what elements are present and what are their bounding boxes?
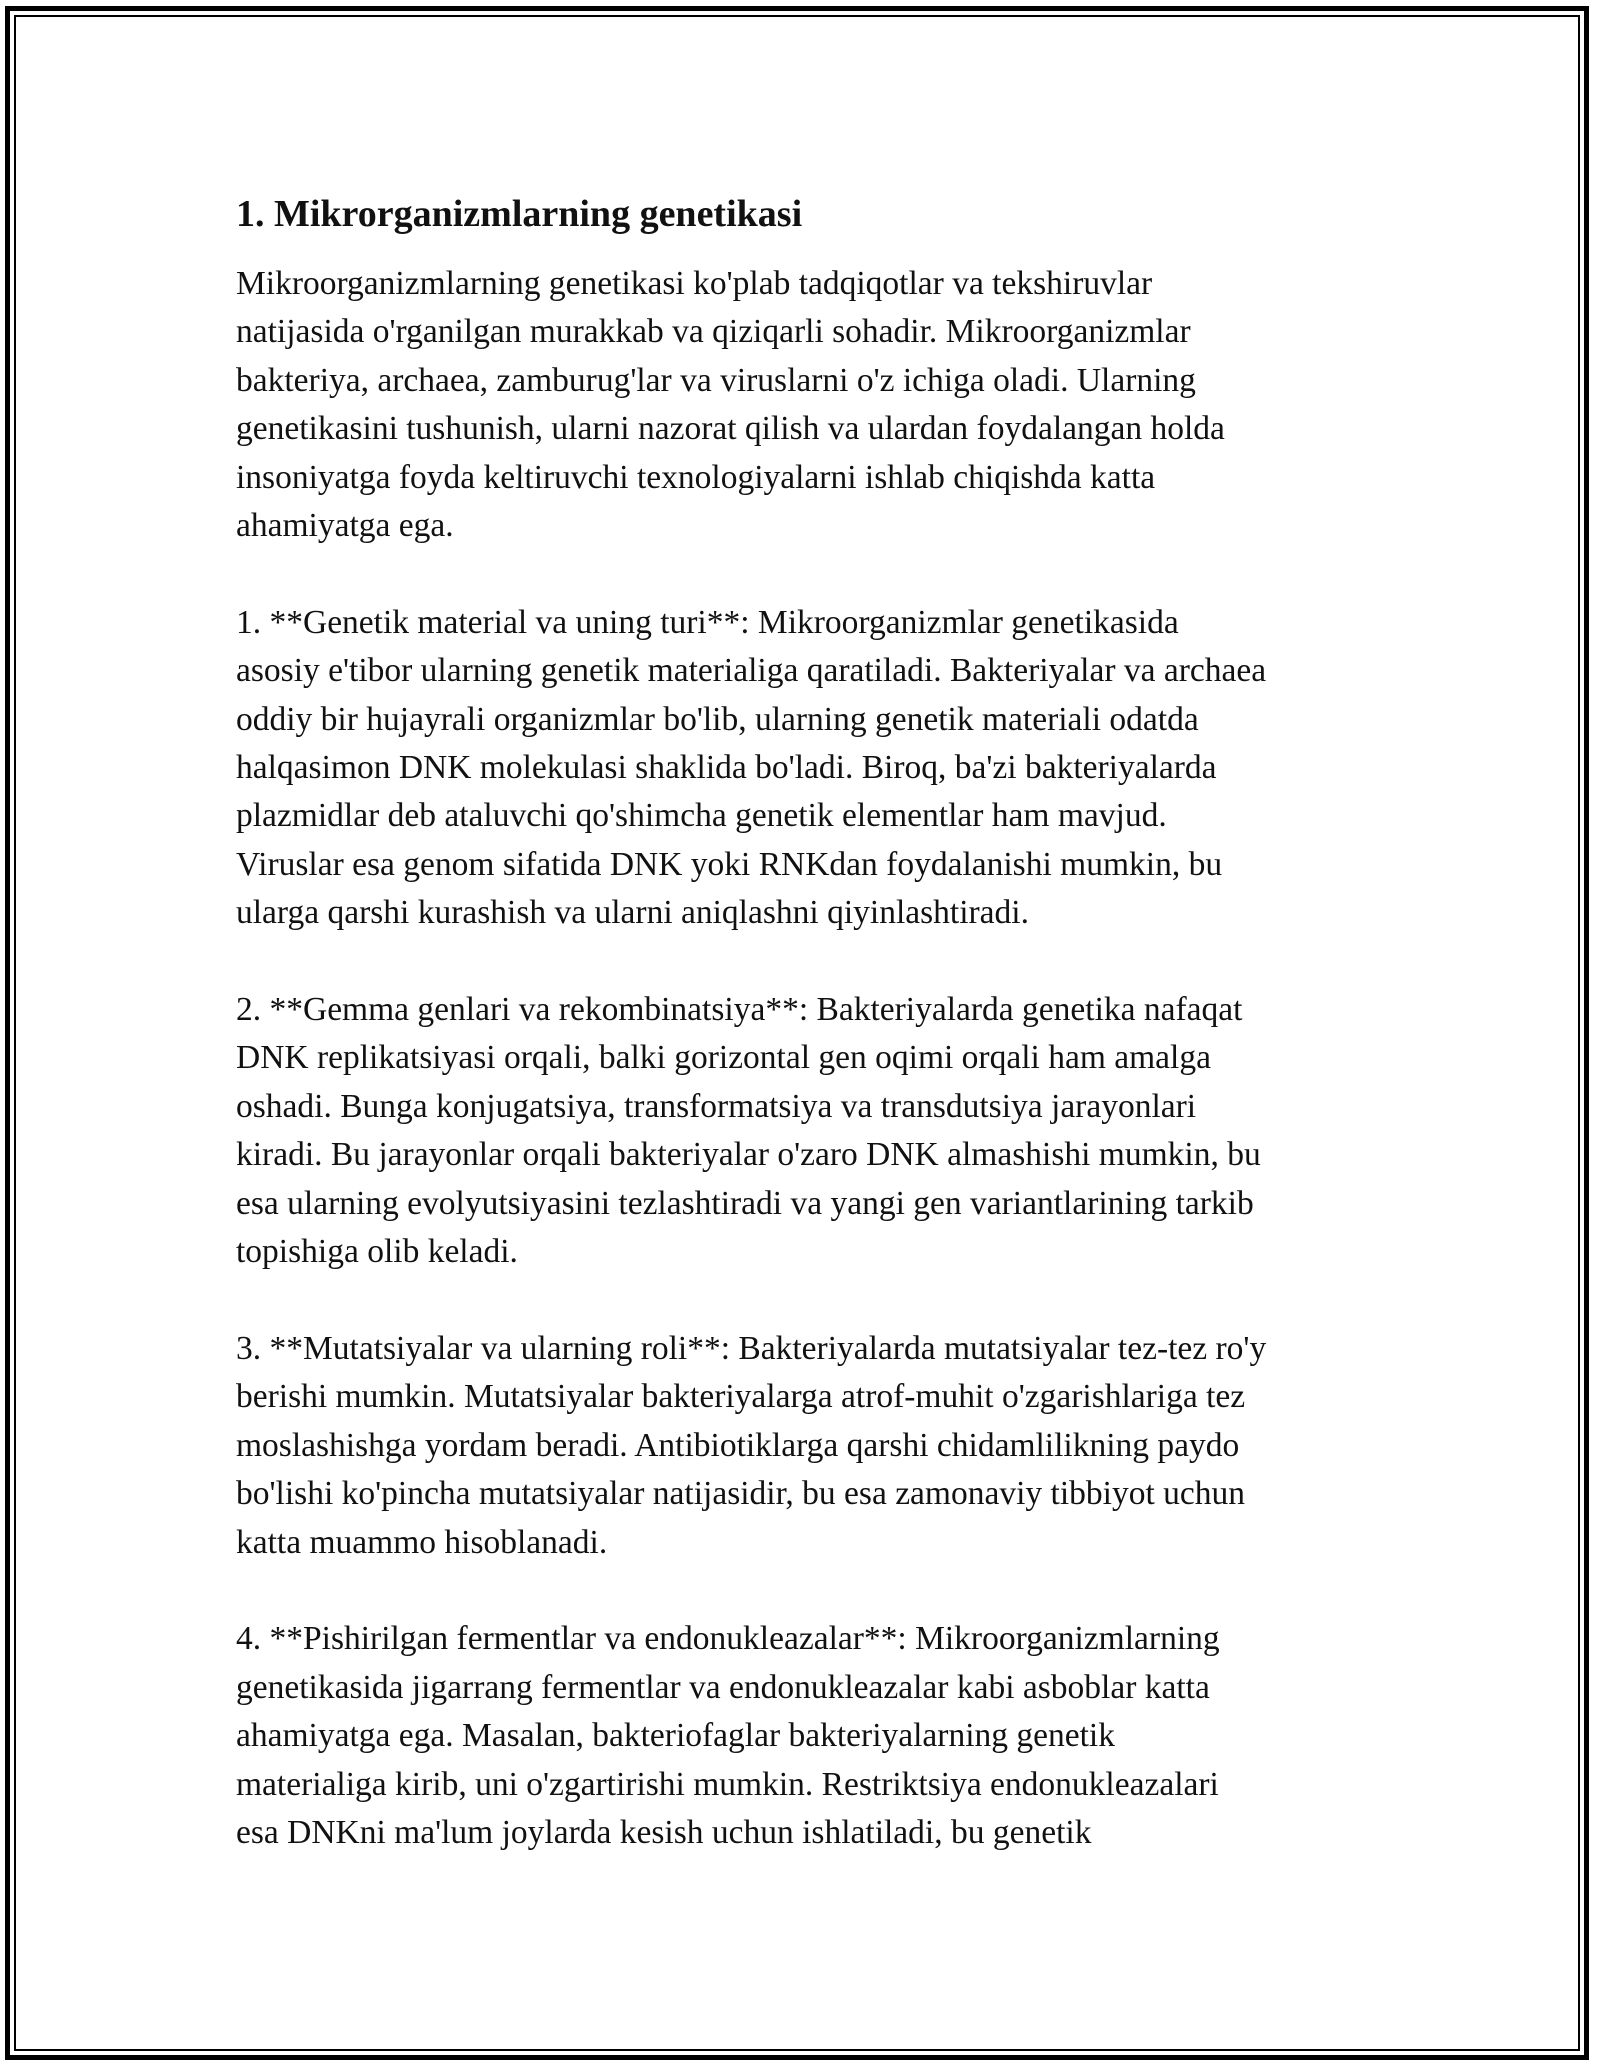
enzymes-paragraph [236,1615,1376,1857]
text-line: bo'lishi ko'pincha mutatsiyalar natijasidir, bu esa zamonaviy tibbiyot uchun [236,1475,1246,1513]
text-line: natijasida o'rganilgan murakkab va qiziqarli sohadir. Mikroorganizmlar [236,313,1191,351]
section-heading: 1. Mikrorganizmlarning genetikasi [236,193,803,235]
text-line: ahamiyatga ega. Masalan, bakteriofaglar bakteriyalarning genetik [236,1717,1115,1755]
text-line: genetikasini tushunish, ularni nazorat qilish va ulardan foydalangan holda [236,410,1225,448]
text-line: katta muammo hisoblanadi. [236,1523,608,1561]
text-line: 2. **Gemma genlari va rekombinatsiya**: Bakteriyalarda genetika nafaqat [236,991,1243,1029]
text-line: 4. **Pishirilgan fermentlar va endonukleazalar**: Mikroorganizmlarning [236,1620,1220,1658]
text-line: Viruslar esa genom sifatida DNK yoki RNKdan foydalanishi mumkin, bu [236,845,1223,883]
text-line: plazmidlar deb ataluvchi qo'shimcha genetik elementlar ham mavjud. [236,797,1167,835]
text-line: halqasimon DNK molekulasi shaklida bo'ladi. Biroq, ba'zi bakteriyalarda [236,749,1217,787]
text-line: ahamiyatga ega. [236,507,454,545]
text-line: oddiy bir hujayrali organizmlar bo'lib, ularning genetik materiali odatda [236,700,1199,738]
text-line: ularga qarshi kurashish va ularni aniqlashni qiyinlashtiradi. [236,894,1029,932]
text-line: 1. **Genetik material va uning turi**: Mikroorganizmlar genetikasida [236,603,1179,641]
text-line: oshadi. Bunga konjugatsiya, transformatsiya va transdutsiya jarayonlari [236,1087,1197,1125]
text-line: genetikasida jigarrang fermentlar va endonukleazalar kabi asboblar katta [236,1668,1210,1706]
text-line: materialiga kirib, uni o'zgartirishi mumkin. Restriktsiya endonukleazalari [236,1765,1219,1803]
text-line: esa DNKni ma'lum joylarda kesish uchun ishlatiladi, bu genetik [236,1813,1092,1851]
text-line: Mikroorganizmlarning genetikasi ko'plab tadqiqotlar va tekshiruvlar [236,265,1153,302]
text-line: kiradi. Bu jarayonlar orqali bakteriyalar o'zaro DNK almashishi mumkin, bu [236,1136,1261,1174]
text-line: moslashishga yordam beradi. Antibiotiklarga qarshi chidamlilikning paydo [236,1426,1240,1464]
text-line: topishiga olib keladi. [236,1233,518,1271]
text-line: esa ularning evolyutsiyasini tezlashtiradi va yangi gen variantlarining tarkib [236,1184,1254,1222]
text-line: bakteriya, archaea, zamburug'lar va viruslarni o'z ichiga oladi. Ularning [236,361,1196,399]
intro-paragraph [236,260,1376,550]
text-line: insoniyatga foyda keltiruvchi texnologiyalarni ishlab chiqishda katta [236,458,1156,496]
recombination-paragraph [236,986,1376,1276]
genetic-material-paragraph [236,599,1376,938]
text-line: 3. **Mutatsiyalar va ularning roli**: Bakteriyalarda mutatsiyalar tez-tez ro'y [236,1329,1267,1367]
document-body [236,186,1376,1906]
text-line: berishi mumkin. Mutatsiyalar bakteriyalarga atrof-muhit o'zgarishlariga tez [236,1378,1246,1416]
text-line: DNK replikatsiyasi orqali, balki gorizontal gen oqimi orqali ham amalga [236,1039,1211,1077]
mutations-paragraph [236,1325,1376,1567]
text-line: asosiy e'tibor ularning genetik materialiga qaratiladi. Bakteriyalar va archaea [236,652,1267,690]
